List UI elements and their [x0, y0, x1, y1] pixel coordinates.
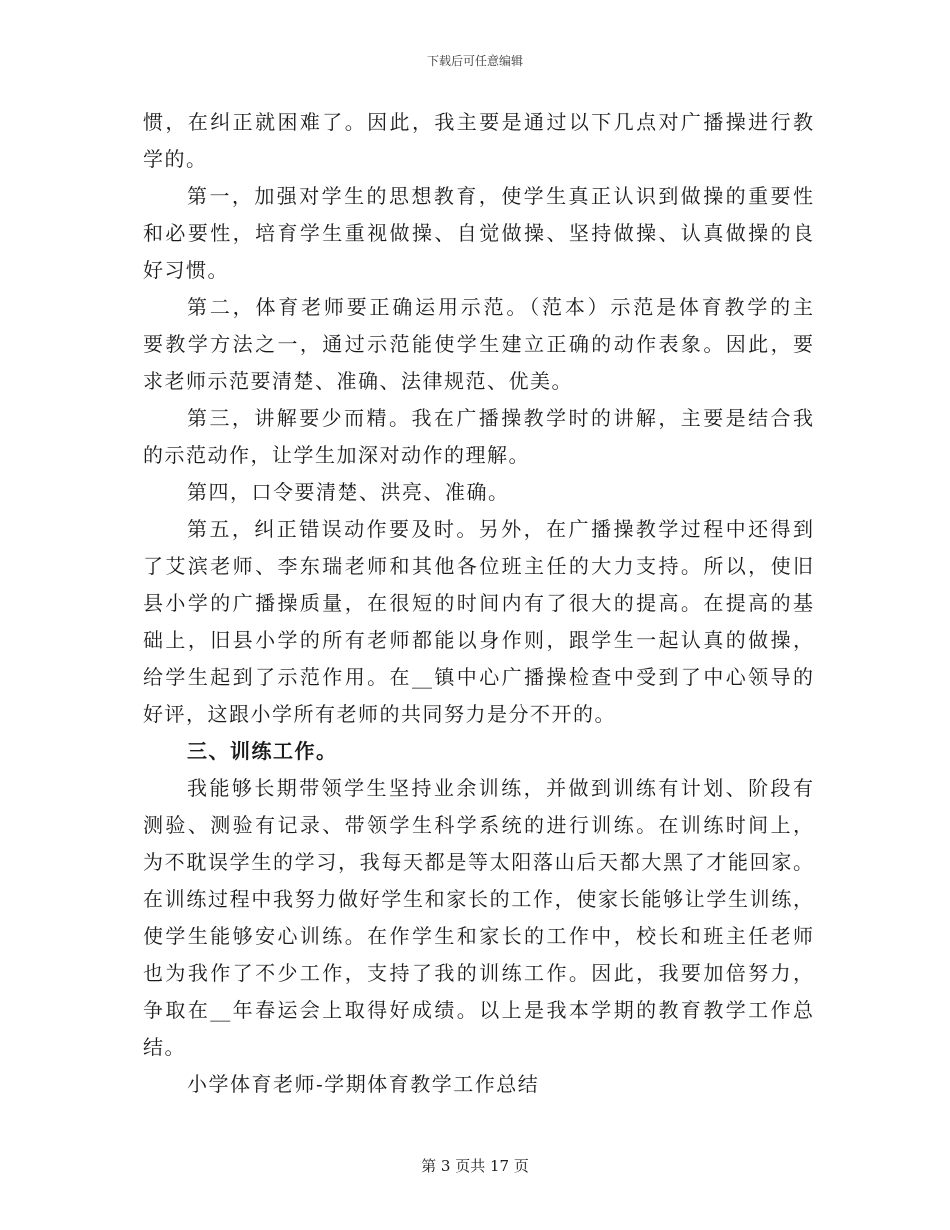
text-line: 的示范动作，让学生加深对动作的理解。 — [143, 443, 530, 467]
document-body — [143, 104, 813, 1103]
text-line: 使学生能够安心训练。在作学生和家长的工作中，校长和班主任老师 — [143, 924, 813, 948]
text-line: 础上，旧县小学的所有老师都能以身作则，跟学生一起认真的做操， — [143, 628, 813, 652]
page-header: 下载后可任意编辑 — [426, 54, 523, 68]
text-line: 第三，讲解要少而精。我在广播操教学时的讲解，主要是结合我 — [187, 406, 813, 430]
text-line: 也为我作了不少工作，支持了我的训练工作。因此，我要加倍努力， — [143, 961, 813, 985]
text-line: 县小学的广播操质量，在很短的时间内有了很大的提高。在提高的基 — [143, 591, 813, 615]
text-line: 结。 — [143, 1035, 186, 1059]
text-line: 了艾滨老师、李东瑞老师和其他各位班主任的大力支持。所以，使旧 — [143, 554, 813, 578]
text-line: 小学体育老师-学期体育教学工作总结 — [187, 1072, 540, 1096]
text-line: 给学生起到了示范作用。在__镇中心广播操检查中受到了中心领导的 — [143, 665, 813, 689]
text-line: 第五，纠正错误动作要及时。另外，在广播操教学过程中还得到 — [187, 517, 813, 541]
text-line: 要教学方法之一，通过示范能使学生建立正确的动作表象。因此，要 — [143, 332, 813, 356]
text-line: 惯，在纠正就困难了。因此，我主要是通过以下几点对广播操进行教 — [143, 110, 813, 134]
text-line: 好评，这跟小学所有老师的共同努力是分不开的。 — [143, 702, 616, 726]
text-line: 学的。 — [143, 147, 208, 171]
page-footer: 第 3 页共 17 页 — [421, 1157, 529, 1175]
text-line: 争取在__年春运会上取得好成绩。以上是我本学期的教育教学工作总 — [143, 998, 813, 1022]
text-line: 和必要性，培育学生重视做操、自觉做操、坚持做操、认真做操的良 — [143, 221, 813, 245]
text-line: 测验、测验有记录、带领学生科学系统的进行训练。在训练时间上， — [143, 813, 813, 837]
text-line: 为不耽误学生的学习，我每天都是等太阳落山后天都大黑了才能回家。 — [143, 850, 813, 874]
text-line: 求老师示范要清楚、准确、法律规范、优美。 — [143, 369, 573, 393]
text-line: 第四，口令要清楚、洪亮、准确。 — [187, 480, 510, 504]
text-line: 我能够长期带领学生坚持业余训练，并做到训练有计划、阶段有 — [187, 776, 813, 800]
text-line: 第一，加强对学生的思想教育，使学生真正认识到做操的重要性 — [187, 184, 813, 208]
text-line: 在训练过程中我努力做好学生和家长的工作，使家长能够让学生训练， — [143, 887, 813, 911]
text-line: 第二，体育老师要正确运用示范。（范本）示范是体育教学的主 — [187, 295, 813, 319]
section-heading: 三、训练工作。 — [187, 739, 338, 763]
text-line: 好习惯。 — [143, 258, 229, 282]
